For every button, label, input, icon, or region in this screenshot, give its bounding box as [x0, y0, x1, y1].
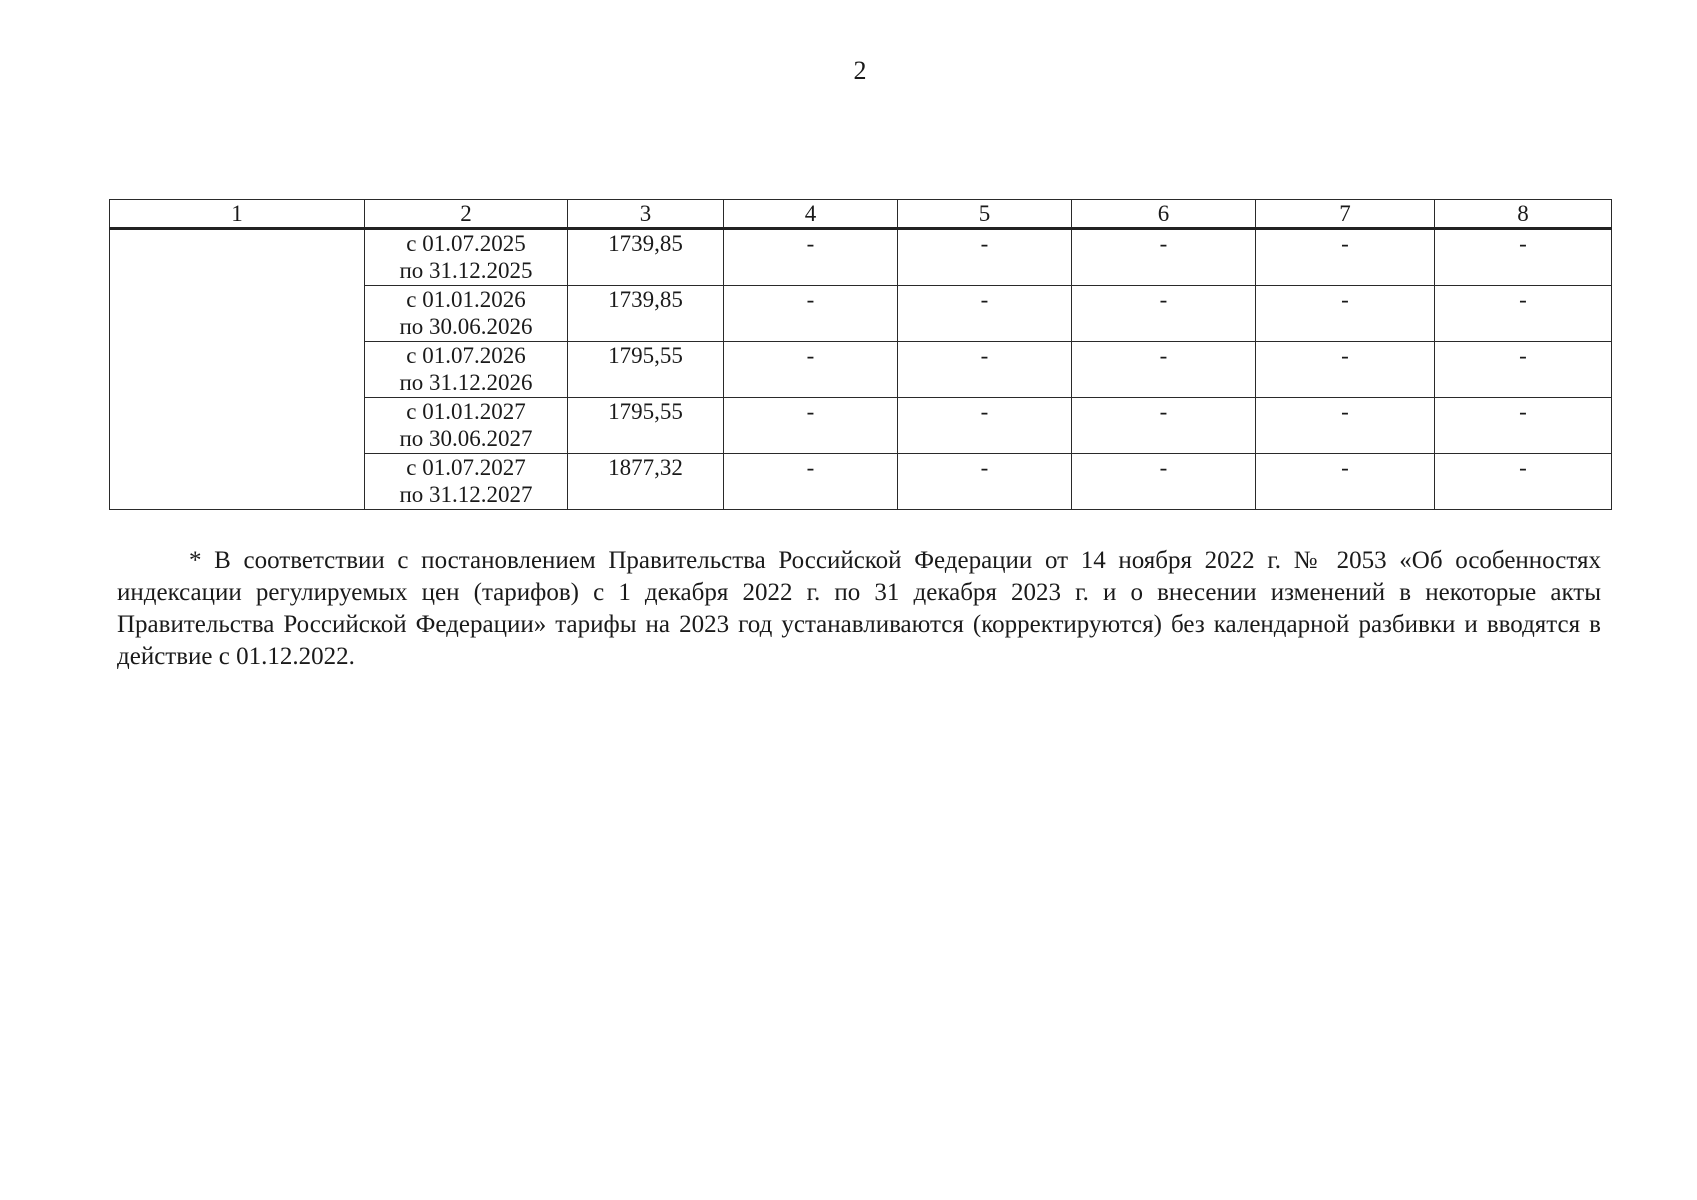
merged-column-1-cell: [110, 229, 365, 510]
empty-value-cell: -: [724, 342, 898, 398]
empty-value-cell: -: [898, 286, 1072, 342]
period-from: с 01.01.2026: [406, 287, 526, 312]
empty-value-cell: -: [1072, 454, 1256, 510]
empty-value-cell: -: [1256, 229, 1435, 286]
period-to: по 30.06.2026: [399, 314, 533, 339]
column-header-3: 3: [568, 200, 724, 229]
period-to: по 31.12.2025: [399, 258, 533, 283]
empty-value-cell: -: [1256, 286, 1435, 342]
empty-value-cell: -: [1072, 398, 1256, 454]
period-cell: [365, 286, 568, 342]
footnote: * В соответствии с постановлением Правительства Российской Федерации от 14 ноября 2022 г. № 2053 «Об особенностях индексации регулируемых цен (тарифов) с 1 декабря 2022 г. по 31 декабря 2023 г. и о внесении изменений в некоторые акты Правительства Российской Федерации» тарифы на 2023 год устанавливаются (корректируются) без календарной разбивки и вводятся в действие с 01.12.2022.: [117, 547, 1601, 670]
tariff-value: 1739,85: [568, 229, 724, 286]
empty-value-cell: -: [1072, 286, 1256, 342]
column-header-8: 8: [1435, 200, 1612, 229]
tariff-value: 1877,32: [568, 454, 724, 510]
empty-value-cell: -: [1072, 342, 1256, 398]
column-header-7: 7: [1256, 200, 1435, 229]
period-from: с 01.07.2027: [406, 455, 526, 480]
empty-value-cell: -: [1256, 342, 1435, 398]
tariff-table: [109, 199, 1612, 510]
period-from: с 01.01.2027: [406, 399, 526, 424]
tariff-value: 1795,55: [568, 398, 724, 454]
empty-value-cell: -: [1256, 398, 1435, 454]
column-header-6: 6: [1072, 200, 1256, 229]
empty-value-cell: -: [1435, 454, 1612, 510]
empty-value-cell: -: [898, 398, 1072, 454]
period-to: по 30.06.2027: [399, 426, 533, 451]
empty-value-cell: -: [898, 229, 1072, 286]
period-cell: [365, 454, 568, 510]
empty-value-cell: -: [1256, 454, 1435, 510]
empty-value-cell: -: [1435, 398, 1612, 454]
empty-value-cell: -: [1435, 229, 1612, 286]
column-header-2: 2: [365, 200, 568, 229]
empty-value-cell: -: [724, 286, 898, 342]
column-header-4: 4: [724, 200, 898, 229]
table-row: [110, 229, 1612, 286]
empty-value-cell: -: [1435, 286, 1612, 342]
empty-value-cell: -: [898, 342, 1072, 398]
empty-value-cell: -: [1435, 342, 1612, 398]
period-to: по 31.12.2026: [399, 370, 533, 395]
column-header-5: 5: [898, 200, 1072, 229]
tariff-value: 1739,85: [568, 286, 724, 342]
table-header-row: [110, 200, 1612, 229]
empty-value-cell: -: [898, 454, 1072, 510]
tariff-value: 1795,55: [568, 342, 724, 398]
column-header-1: 1: [110, 200, 365, 229]
period-from: с 01.07.2025: [406, 231, 526, 256]
page-number: 2: [853, 56, 867, 85]
empty-value-cell: -: [1072, 229, 1256, 286]
period-from: с 01.07.2026: [406, 343, 526, 368]
empty-value-cell: -: [724, 398, 898, 454]
empty-value-cell: -: [724, 229, 898, 286]
period-to: по 31.12.2027: [399, 482, 533, 507]
period-cell: [365, 342, 568, 398]
empty-value-cell: -: [724, 454, 898, 510]
period-cell: [365, 398, 568, 454]
period-cell: [365, 229, 568, 286]
